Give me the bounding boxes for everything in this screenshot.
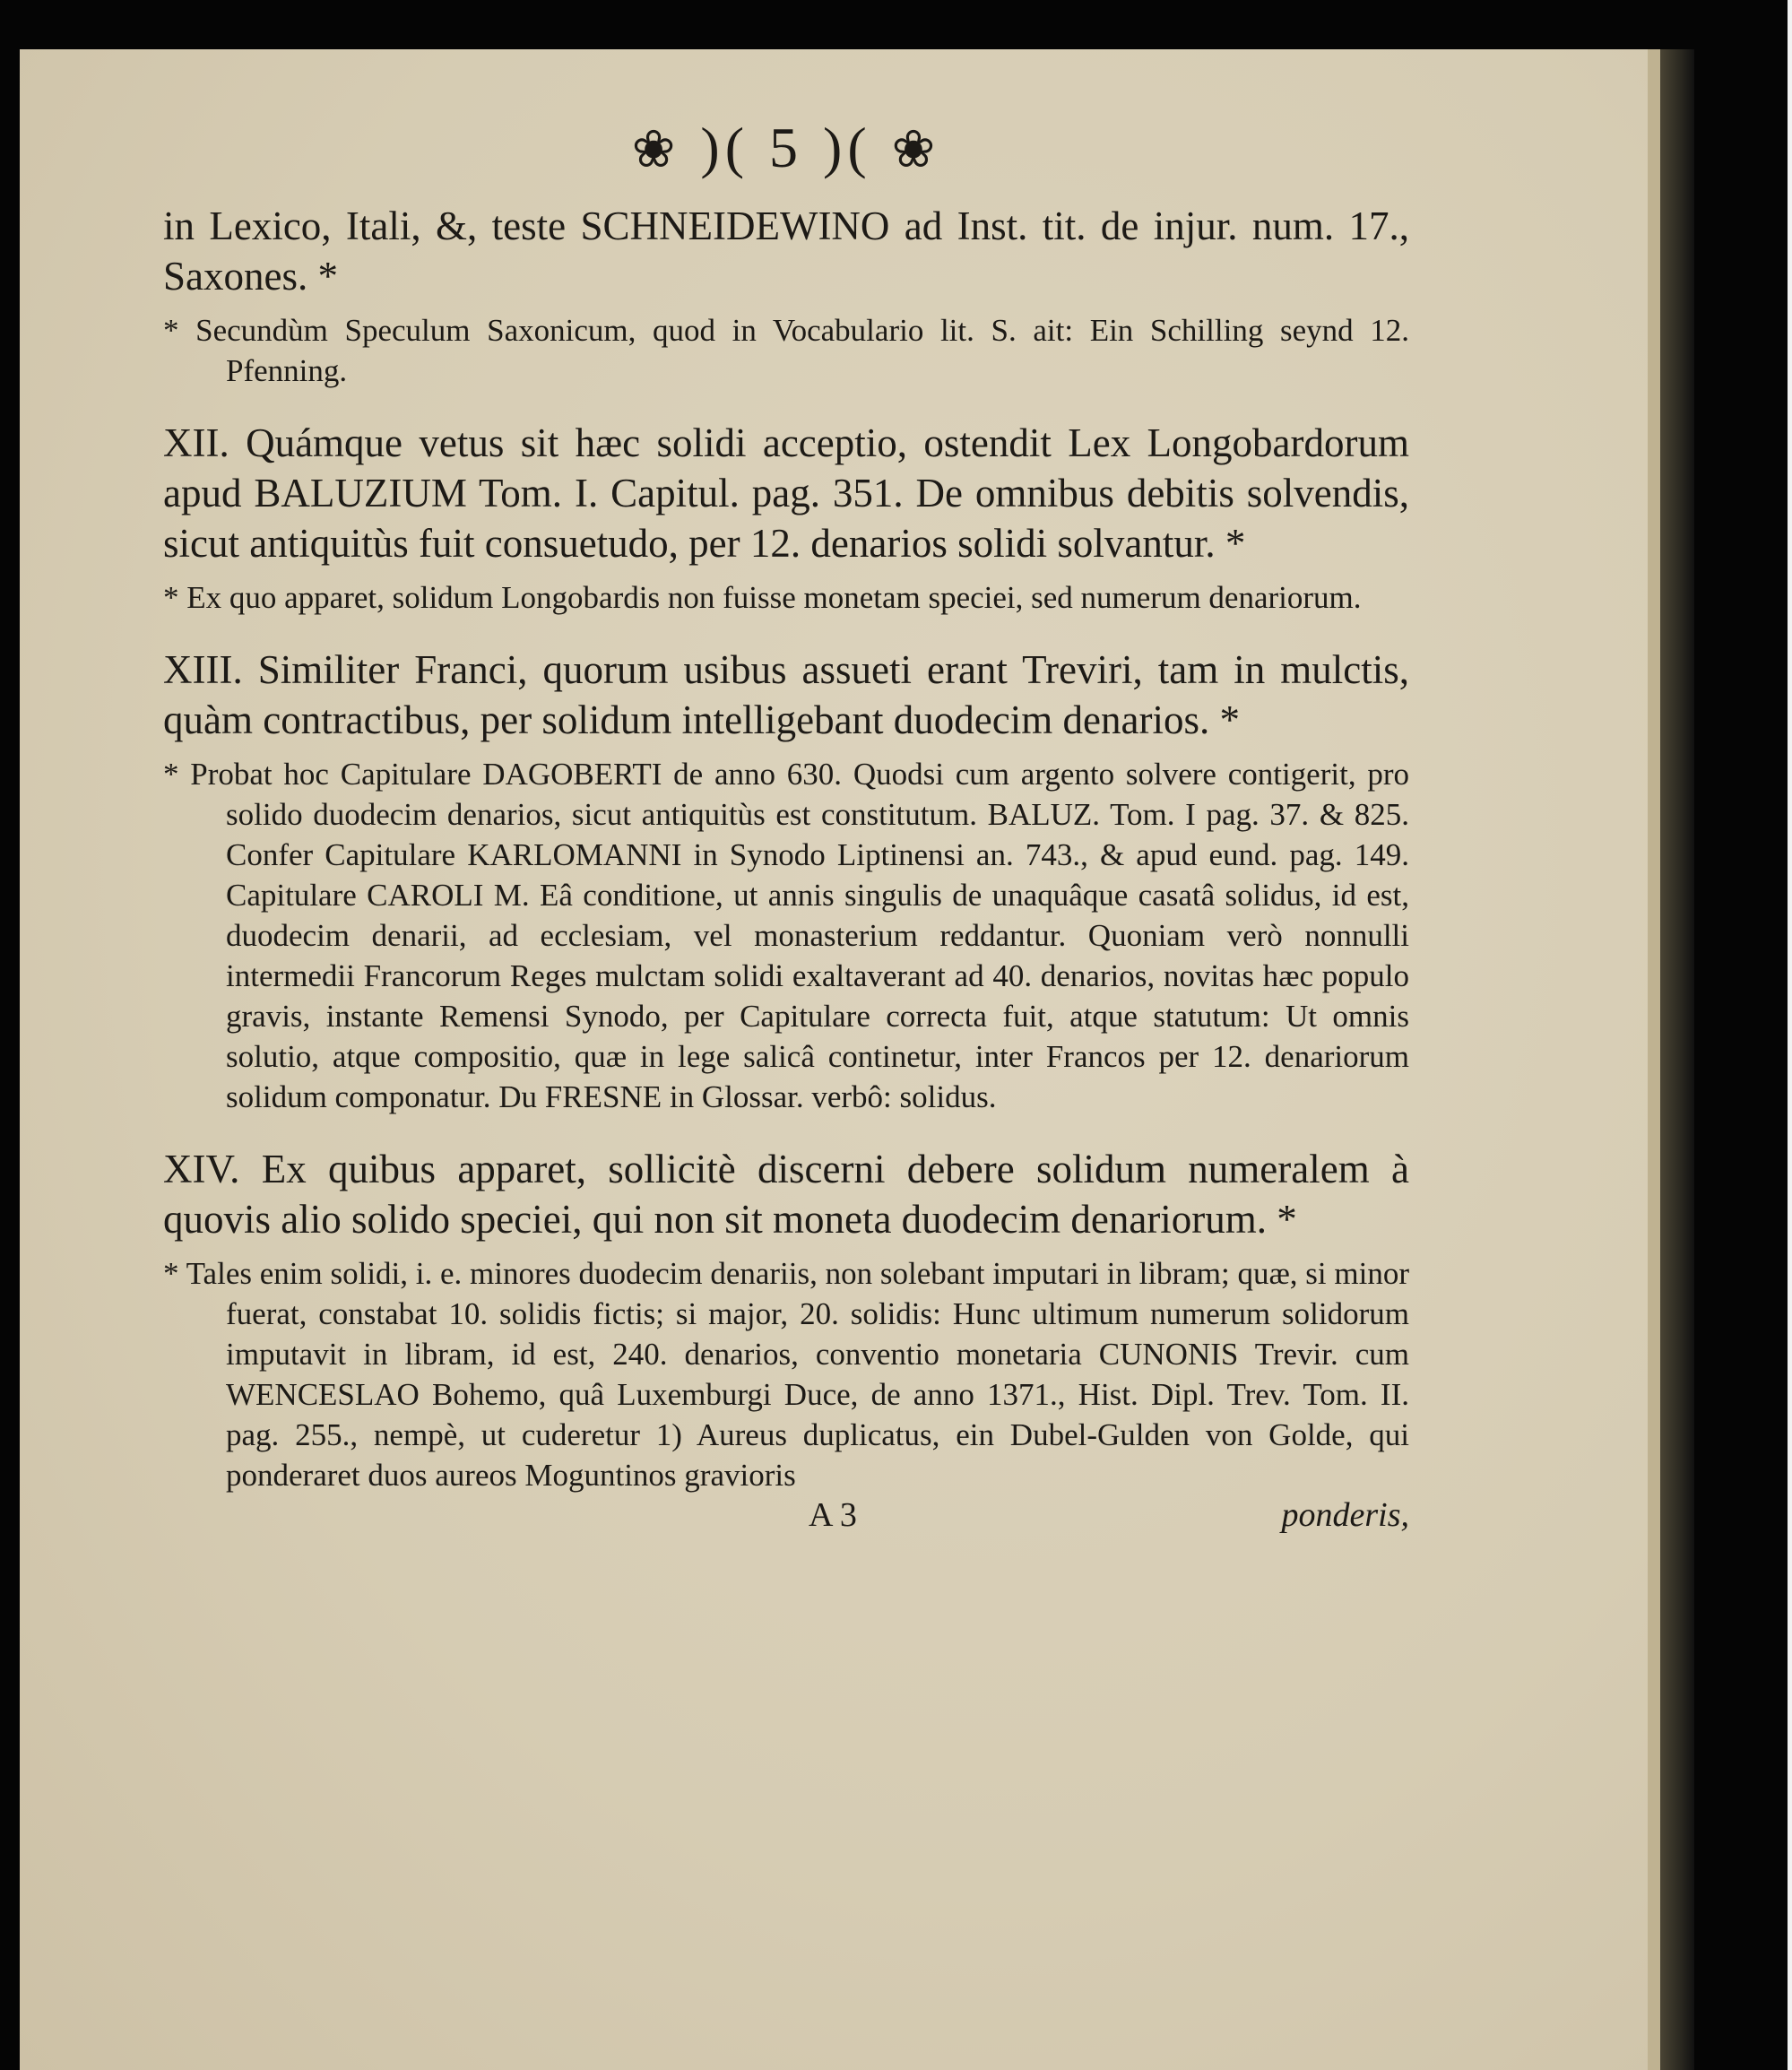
footnote-speculum: * Secundùm Speculum Saxonicum, quod in Vocabulario lit. S. ait: Ein Schilling seynd 12. Pfenning. (163, 313, 1409, 388)
page-footer (163, 1495, 1409, 1537)
book-spine (1660, 49, 1694, 2070)
left-ornament-icon: ❀ (631, 120, 681, 178)
signature-mark: A 3 (809, 1496, 857, 1534)
page-text (163, 90, 1409, 1537)
paragraph-continuation: in Lexico, Itali, &, teste SCHNEIDEWINO ad Inst. tit. de injur. num. 17., Saxones. * (163, 204, 1409, 299)
right-ornament-icon: ❀ (891, 120, 941, 178)
paragraph-xiii: XIII. Similiter Franci, quorum usibus assueti erant Treviri, tam in mulctis, quàm contractibus, per solidum intelligebant duodecim denarios. * (163, 647, 1409, 742)
footnote-solidi: * Tales enim solidi, i. e. minores duodecim denariis, non solebant imputari in libram; quæ, si minor fuerat, constabat 10. solidis fictis; si major, 20. solidis: Hunc ultimum numerum solidorum imputavit in libram, id est, 240. denarios, conventio monetaria CUNONIS Trevir. cum WENCESLAO Bohemo, quâ Luxemburgi Duce, de anno 1371., Hist. Dipl. Trev. Tom. II. pag. 255., nempè, ut cuderetur 1) Aureus duplicatus, ein Dubel-Gulden von Golde, qui ponderaret duos aureos Moguntinos gravioris (163, 1256, 1409, 1493)
running-header (163, 115, 1409, 181)
page-number: )( 5 )( (700, 116, 872, 179)
catchword: ponderis, (1281, 1496, 1409, 1534)
footnote-dagoberti: * Probat hoc Capitulare DAGOBERTI de anno 630. Quodsi cum argento solvere contigerit, pro solido duodecim denarios, sicut antiquitùs est constitutum. BALUZ. Tom. I pag. 37. & 825. Confer Capitulare KARLOMANNI in Synodo Liptinensi an. 743., & apud eund. pag. 149. Capitulare CAROLI M. Eâ conditione, ut annis singulis de unaquâque casatâ solidus, id est, duodecim denarii, ad ecclesiam, vel monasterium reddantur. Quoniam verò nonnulli intermedii Francorum Reges mulctam solidi exaltaverant ad 40. denarios, novitas hæc populo gravis, instante Remensi Synodo, per Capitulare correcta fuit, atque statutum: Ut omnis solutio, atque compositio, quæ in lege salicâ continetur, inter Francos per 12. denariorum solidum componatur. Du FRESNE in Glossar. verbô: solidus. (163, 757, 1409, 1114)
paragraph-xiv: XIV. Ex quibus apparet, sollicitè discerni debere solidum numeralem à quovis alio solido speciei, qui non sit moneta duodecim denariorum. * (163, 1147, 1409, 1242)
scan-edge (1788, 0, 1792, 2070)
footnote-longobardi: * Ex quo apparet, solidum Longobardis non fuisse monetam speciei, sed numerum denariorum. (163, 580, 1362, 615)
paragraph-xii: XII. Quámque vetus sit hæc solidi acceptio, ostendit Lex Longobardorum apud BALUZIUM Tom. I. Capitul. pag. 351. De omnibus debitis solvendis, sicut antiquitùs fuit consuetudo, per 12. denarios solidi solvantur. * (163, 420, 1409, 566)
